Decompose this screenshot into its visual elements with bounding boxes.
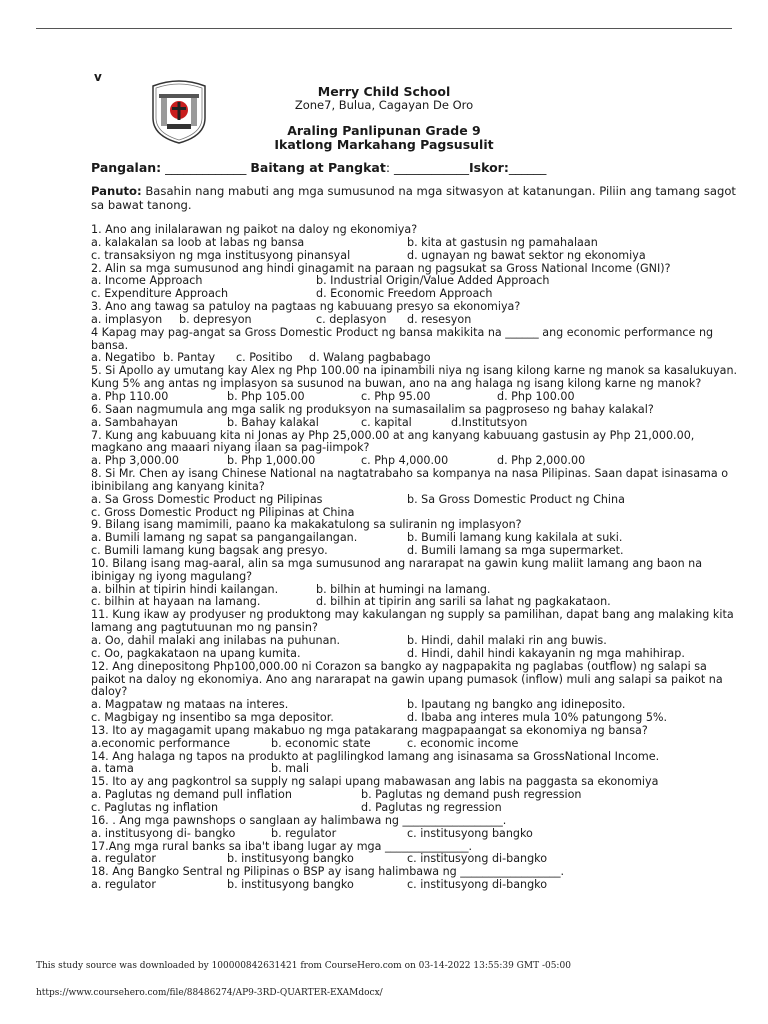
question-list: [91, 224, 741, 892]
answer-option: a. Oo, dahil malaki ang inilabas na puhunan.: [91, 634, 341, 647]
answer-option: d. Walang pagbabago: [309, 351, 431, 365]
answer-options-row: [91, 712, 741, 725]
answer-option: c. transaksiyon ng mga institusyong pinansyal: [91, 248, 351, 262]
answer-options-row: [91, 879, 741, 892]
answer-option: a. Bumili lamang ng sapat sa pangangailangan.: [91, 531, 358, 545]
answer-option: a. institusyong di- bangko: [91, 826, 236, 840]
answer-option: d. resesyon: [407, 312, 472, 326]
answer-option: b. Industrial Origin/Value Added Approach: [316, 274, 550, 288]
answer-option: d. Economic Freedom Approach: [316, 287, 493, 301]
answer-options-row: [91, 802, 741, 815]
question-text: 10. Bilang isang mag-aaral, alin sa mga sumusunod ang nararapat na gawin kung maliit lamang ang baon na ibinigay ng iyong magulang?: [91, 556, 703, 583]
answer-option: c. institusyong di-bangko: [407, 878, 548, 892]
answer-option: d. Php 100.00: [497, 389, 575, 403]
exam-subject: Araling Panlipunan Grade 9: [287, 123, 481, 138]
question-text: 17.Ang mga rural banks sa iba't ibang lugar ay mga _______________.: [91, 839, 473, 853]
answer-option: b. institusyong bangko: [227, 852, 354, 866]
instructions: [91, 184, 741, 212]
grade-section-label: Baitang at Pangkat: [250, 160, 386, 175]
question-text: 4 Kapag may pag-angat sa Gross Domestic Product ng bansa makikita na ______ ang economic performance ng bansa.: [91, 325, 714, 352]
answer-option: a. kalakalan sa loob at labas ng bansa: [91, 235, 305, 249]
question-text: 11. Kung ikaw ay prodyuser ng produktong may kakulangan ng supply sa pamilihan, dapat bang ang malaking kita lamang ang pagtutuunan mo ng pansin?: [91, 608, 734, 635]
school-address: Zone7, Bulua, Cagayan De Oro: [294, 98, 474, 112]
answer-option: a. Negatibo: [91, 351, 156, 365]
question-text: c. Gross Domestic Product ng Pilipinas at China: [91, 505, 355, 519]
name-blank: _____________: [161, 160, 251, 175]
answer-option: c. Bumili lamang kung bagsak ang presyo.: [91, 544, 328, 558]
question-text: 13. Ito ay magagamit upang makabuo ng mga patakarang magpapaangat sa ekonomiya ng bansa?: [91, 723, 648, 737]
question-text: 15. Ito ay ang pagkontrol sa supply ng salapi upang mabawasan ang labis na paggasta sa ekonomiya: [91, 775, 659, 789]
answer-option: d. ugnayan ng bawat sektor ng ekonomiya: [407, 248, 646, 262]
answer-option: b. mali: [271, 762, 310, 776]
answer-option: b. Bahay kalakal: [227, 415, 319, 429]
answer-option: b. Sa Gross Domestic Product ng China: [407, 492, 625, 506]
answer-options-row: [91, 314, 741, 327]
question-text: 1. Ano ang inilalarawan ng paikot na daloy ng ekonomiya?: [91, 223, 418, 236]
answer-option: c. kapital: [361, 415, 412, 429]
answer-option: d. Paglutas ng regression: [361, 800, 502, 814]
answer-option: d. Bumili lamang sa mga supermarket.: [407, 544, 624, 558]
answer-option: a. Magpataw ng mataas na interes.: [91, 698, 289, 712]
answer-option: c. Paglutas ng inflation: [91, 800, 219, 814]
answer-option: b. Php 1,000.00: [227, 454, 316, 468]
answer-option: c. institusyong di-bangko: [407, 852, 548, 866]
answer-option: b. Hindi, dahil malaki rin ang buwis.: [407, 634, 607, 647]
instructions-label: Panuto:: [91, 184, 142, 198]
answer-option: a. bilhin at tipirin hindi kailangan.: [91, 582, 279, 596]
grade-section-blank: : ____________: [385, 160, 470, 175]
answer-option: a. Php 3,000.00: [91, 454, 179, 468]
answer-option: a. Income Approach: [91, 274, 203, 288]
answer-option: d.Institutsyon: [451, 415, 528, 429]
score-blank: ______: [508, 160, 547, 175]
answer-options-row: [91, 738, 741, 751]
answer-option: b. Php 105.00: [227, 389, 305, 403]
answer-options-row: [91, 417, 741, 430]
answer-options-row: [91, 828, 741, 841]
answer-option: a. regulator: [91, 852, 156, 866]
answer-option: c. Positibo: [236, 351, 293, 365]
answer-options-row: [91, 250, 741, 263]
name-label: Pangalan:: [91, 160, 162, 175]
instructions-text: Basahin nang mabuti ang mga sumusunod na mga sitwasyon at katanungan. Piliin ang tamang sagot sa bawat tanong.: [91, 184, 736, 212]
question-text: 14. Ang halaga ng tapos na produkto at paglilingkod lamang ang isinasama sa GrossNational Income.: [91, 749, 660, 763]
answer-option: c. economic income: [407, 736, 519, 750]
answer-option: c. Php 95.00: [361, 389, 431, 403]
answer-option: a. Sambahayan: [91, 415, 178, 429]
answer-option: a. regulator: [91, 878, 156, 892]
answer-option: c. deplasyon: [316, 312, 387, 326]
student-info-fields: [91, 160, 546, 175]
answer-option: b. regulator: [271, 826, 337, 840]
question-text: 8. Si Mr. Chen ay isang Chinese National na nagtatrabaho sa kompanya na nasa Pilipinas. Saan dapat isinasama o ibinibilang ang kanyang kinita?: [91, 467, 729, 493]
answer-option: c. Php 4,000.00: [361, 454, 449, 468]
answer-option: b. economic state: [271, 736, 371, 750]
question-text: 9. Bilang isang mamimili, paano ka makakatulong sa suliranin ng implasyon?: [91, 518, 522, 532]
answer-option: a. Sa Gross Domestic Product ng Pilipinas: [91, 492, 323, 506]
question-text: 18. Ang Bangko Sentral ng Pilipinas o BSP ay isang halimbawa ng __________________.: [91, 865, 565, 879]
answer-option: d. Hindi, dahil hindi kakayanin ng mga mahihirap.: [407, 646, 685, 660]
answer-option: b. Paglutas ng demand push regression: [361, 788, 582, 802]
answer-option: d. Php 2,000.00: [497, 454, 586, 468]
answer-option: b. Pantay: [163, 351, 216, 365]
score-label: Iskor:: [469, 160, 509, 175]
answer-option: a. tama: [91, 762, 134, 776]
download-notice: This study source was downloaded by 100000842631421 from CourseHero.com on 03-14-2022 13:55:39 GMT -05:00: [36, 961, 571, 971]
answer-options-row: [91, 545, 741, 558]
answer-option: b. institusyong bangko: [227, 878, 354, 892]
answer-options-row: [91, 391, 741, 404]
answer-option: c. Oo, pagkakataon na upang kumita.: [91, 646, 301, 660]
answer-option: d. Ibaba ang interes mula 10% patungong 5%.: [407, 711, 668, 725]
answer-option: a. implasyon: [91, 312, 163, 326]
answer-option: c. Magbigay ng insentibo sa mga depositor.: [91, 711, 334, 725]
answer-option: b. kita at gastusin ng pamahalaan: [407, 235, 598, 249]
school-name: Merry Child School: [317, 84, 451, 99]
question-text: 16. . Ang mga pawnshops o sanglaan ay halimbawa ng __________________.: [91, 813, 507, 827]
answer-options-row: [91, 237, 741, 250]
corner-mark: v: [94, 70, 102, 84]
question-text: 5. Si Apollo ay umutang kay Alex ng Php 100.00 na ipinambili niya ng isang kilong karne ng manok sa kasalukuyan. Kung 5% ang antas ng implasyon sa susunod na buwan, ano na ang halaga ng isang kilong karne ng manok?: [91, 364, 738, 391]
answer-options-row: [91, 494, 741, 507]
answer-option: c. institusyong bangko: [407, 826, 533, 840]
answer-option: a.economic performance: [91, 736, 231, 750]
exam-title: Ikatlong Markahang Pagsusulit: [274, 137, 494, 152]
answer-options-row: [91, 635, 741, 648]
question-text: 2. Alin sa mga sumusunod ang hindi ginagamit na paraan ng pagsukat sa Gross National Income (GNI)?: [91, 261, 671, 275]
answer-option: b. depresyon: [179, 312, 252, 326]
answer-option: a. Php 110.00: [91, 389, 169, 403]
question-text: 12. Ang dinepositong Php100,000.00 ni Corazon sa bangko ay nagpapakita ng paglabas (outflow) ng salapi sa paikot na daloy ng ekonomiya. Ano ang nararapat na gawin upang pumasok (inflow) muli ang salapi sa paikot na daloy?: [91, 659, 723, 699]
answer-option: c. Expenditure Approach: [91, 287, 229, 301]
top-divider: [36, 28, 732, 29]
answer-option: b. Ipautang ng bangko ang idineposito.: [407, 698, 626, 712]
source-url: https://www.coursehero.com/file/88486274/AP9-3RD-QUARTER-EXAMdocx/: [36, 988, 383, 998]
answer-option: d. bilhin at tipirin ang sarili sa lahat ng pagkakataon.: [316, 595, 611, 609]
question-text: 6. Saan nagmumula ang mga salik ng produksyon na sumasailalim sa pagproseso ng bahay kalakal?: [91, 402, 654, 416]
answer-option: c. bilhin at hayaan na lamang.: [91, 595, 261, 609]
question-text: 7. Kung ang kabuuang kita ni Jonas ay Php 25,000.00 at ang kanyang kabuuang gastusin ay Php 21,000.00, magkano ang maaari niyang ilaan sa pag-iimpok?: [91, 428, 695, 455]
answer-option: b. Bumili lamang kung kakilala at suki.: [407, 531, 623, 545]
answer-option: b. bilhin at humingi na lamang.: [316, 582, 491, 596]
answer-option: a. Paglutas ng demand pull inflation: [91, 788, 292, 802]
answer-options-row: [91, 648, 741, 661]
question-text: 3. Ano ang tawag sa patuloy na pagtaas ng kabuuang presyo sa ekonomiya?: [91, 300, 521, 314]
